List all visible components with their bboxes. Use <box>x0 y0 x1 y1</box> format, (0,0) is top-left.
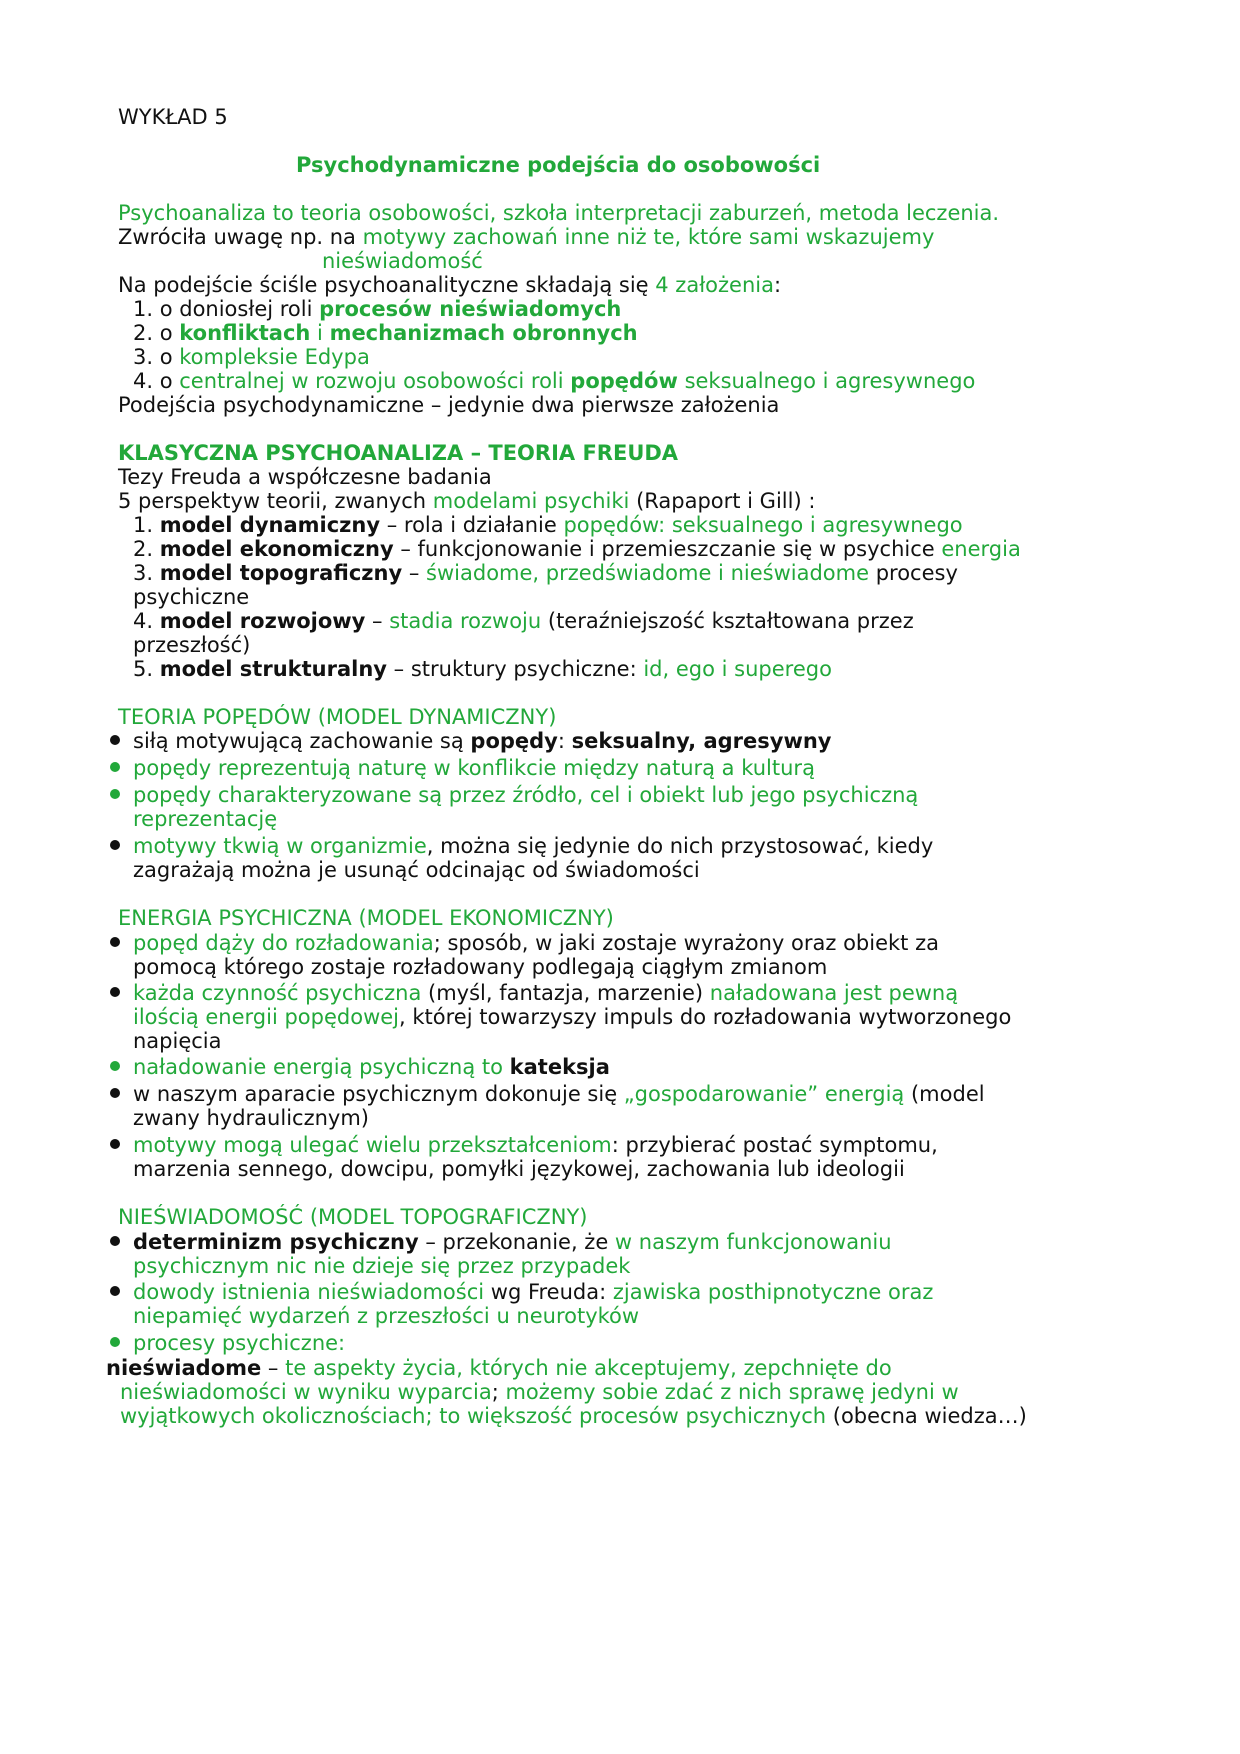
model-4-cont: przeszłość) <box>133 633 251 657</box>
intro-line-2: Zwróciła uwagę np. na motywy zachowań inne niż te, które sami wskazujemy <box>118 225 935 249</box>
assumption-3: 3. o kompleksie Edypa <box>133 345 370 369</box>
energia-item-2-cont: ilością energii popędowej, której towarzyszy impuls do rozładowania wytworzonego <box>133 1005 1012 1029</box>
popedy-item-4: motywy tkwią w organizmie, można się jedynie do nich przystosować, kiedy <box>133 834 934 858</box>
klasyczna-line-2: 5 perspektyw teorii, zwanych modelami psychiki (Rapaport i Gill) : <box>118 489 816 513</box>
intro-line-4: Na podejście ściśle psychoanalityczne składają się 4 założenia: <box>118 273 782 297</box>
process-nieswiadome-cont: nieświadomości w wyniku wyparcia; możemy sobie zdać z nich sprawę jedyni w <box>120 1380 959 1404</box>
popedy-item-4-cont: zagrażają można je usunąć odcinając od świadomości <box>133 858 700 882</box>
energia-item-4: w naszym aparacie psychicznym dokonuje się „gospodarowanie” energią (model <box>133 1082 985 1106</box>
bullet-icon <box>110 987 120 997</box>
section-heading-energia: ENERGIA PSYCHICZNA (MODEL EKONOMICZNY) <box>118 906 614 930</box>
nieswiadomosc-item-1-cont: psychicznym nic nie dzieje się przez przypadek <box>133 1254 631 1278</box>
assumption-2: 2. o konfliktach i mechanizmach obronnych <box>133 321 638 345</box>
nieswiadomosc-item-2: dowody istnienia nieświadomości wg Freuda: zjawiska posthipnotyczne oraz <box>133 1280 934 1304</box>
popedy-item-1: siłą motywującą zachowanie są popędy: seksualny, agresywny <box>133 729 832 753</box>
nieswiadomosc-item-3: procesy psychiczne: <box>133 1331 346 1355</box>
energia-item-5: motywy mogą ulegać wielu przekształceniom: przybierać postać symptomu, <box>133 1133 938 1157</box>
energia-item-3: naładowanie energią psychiczną to kateksja <box>133 1055 610 1079</box>
section-heading-nieswiadomosc: NIEŚWIADOMOŚĆ (MODEL TOPOGRAFICZNY) <box>118 1205 588 1229</box>
nieswiadomosc-item-1: determinizm psychiczny – przekonanie, że w naszym funkcjonowaniu <box>133 1230 892 1254</box>
section-heading-klasyczna: KLASYCZNA PSYCHOANALIZA – TEORIA FREUDA <box>118 441 679 465</box>
nieswiadomosc-item-2-cont: niepamięć wydarzeń z przeszłości u neurotyków <box>133 1304 640 1328</box>
klasyczna-line-1: Tezy Freuda a współczesne badania <box>118 465 492 489</box>
process-nieswiadome: nieświadome – te aspekty życia, których nie akceptujemy, zepchnięte do <box>106 1356 892 1380</box>
popedy-item-3: popędy charakteryzowane są przez źródło, cel i obiekt lub jego psychiczną <box>133 783 919 807</box>
model-4: 4. model rozwojowy – stadia rozwoju (teraźniejszość kształtowana przez <box>133 609 914 633</box>
energia-item-2: każda czynność psychiczna (myśl, fantazja, marzenie) naładowana jest pewną <box>133 981 959 1005</box>
process-nieswiadome-cont2: wyjątkowych okolicznościach; to większość procesów psychicznych (obecna wiedza…) <box>120 1404 1027 1428</box>
bullet-icon <box>110 1139 120 1149</box>
energia-item-1: popęd dąży do rozładowania; sposób, w jaki zostaje wyrażony oraz obiekt za <box>133 931 939 955</box>
intro-line-1: Psychoanaliza to teoria osobowości, szkoła interpretacji zaburzeń, metoda leczenia. <box>118 201 1000 225</box>
bullet-icon <box>110 789 120 799</box>
model-5: 5. model strukturalny – struktury psychiczne: id, ego i superego <box>133 657 832 681</box>
bullet-icon <box>110 1236 120 1246</box>
model-1: 1. model dynamiczny – rola i działanie popędów: seksualnego i agresywnego <box>133 513 963 537</box>
energia-item-4-cont: zwany hydraulicznym) <box>133 1106 369 1130</box>
model-2: 2. model ekonomiczny – funkcjonowanie i przemieszczanie się w psychice energia <box>133 537 1021 561</box>
bullet-icon <box>110 1061 120 1071</box>
section-heading-popedy: TEORIA POPĘDÓW (MODEL DYNAMICZNY) <box>118 705 557 729</box>
energia-item-1-cont: pomocą którego zostaje rozładowany podlegają ciągłym zmianom <box>133 955 828 979</box>
assumption-4: 4. o centralnej w rozwoju osobowości roli popędów seksualnego i agresywnego <box>133 369 976 393</box>
intro-line-3: nieświadomość <box>322 249 483 273</box>
bullet-icon <box>110 762 120 772</box>
bullet-icon <box>110 1286 120 1296</box>
model-3-cont: psychiczne <box>133 585 250 609</box>
energia-item-2-cont2: napięcia <box>133 1029 222 1053</box>
model-3: 3. model topograficzny – świadome, przedświadome i nieświadome procesy <box>133 561 958 585</box>
page-title: Psychodynamiczne podejścia do osobowości <box>296 153 821 177</box>
bullet-icon <box>110 1337 120 1347</box>
bullet-icon <box>110 840 120 850</box>
lecture-header: WYKŁAD 5 <box>118 105 228 129</box>
assumption-1: 1. o doniosłej roli procesów nieświadomych <box>133 297 622 321</box>
intro-line-5: Podejścia psychodynamiczne – jedynie dwa pierwsze założenia <box>118 393 780 417</box>
bullet-icon <box>110 735 120 745</box>
energia-item-5-cont: marzenia sennego, dowcipu, pomyłki językowej, zachowania lub ideologii <box>133 1157 905 1181</box>
bullet-icon <box>110 937 120 947</box>
popedy-item-3-cont: reprezentację <box>133 807 278 831</box>
bullet-icon <box>110 1088 120 1098</box>
popedy-item-2: popędy reprezentują naturę w konflikcie między naturą a kulturą <box>133 756 815 780</box>
